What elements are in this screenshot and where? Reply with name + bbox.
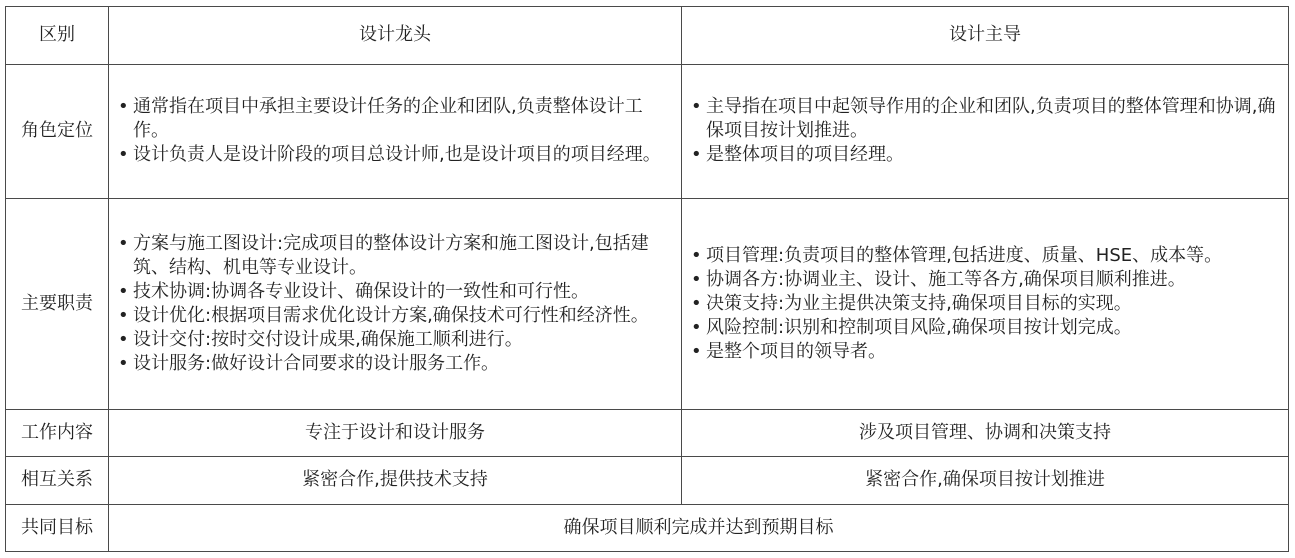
work-content-design-lead-manager-cell: 涉及项目管理、协调和决策支持 <box>682 409 1289 456</box>
common-goal-cell: 确保项目顺利完成并达到预期目标 <box>109 504 1289 552</box>
table-row-work-content <box>6 409 1289 456</box>
header-difference: 区别 <box>6 7 109 65</box>
list-item: • 方案与施工图设计:完成项目的整体设计方案和施工图设计,包括建筑、结构、机电等专业设计。 <box>117 232 673 280</box>
list-item: • 项目管理:负责项目的整体管理,包括进度、质量、HSE、成本等。 <box>690 244 1280 268</box>
table-row-relationship <box>6 457 1289 504</box>
bullet-list <box>690 244 1280 364</box>
table-row-duties <box>6 198 1289 409</box>
list-item: • 技术协调:协调各专业设计、确保设计的一致性和可行性。 <box>117 280 673 304</box>
list-item: • 通常指在项目中承担主要设计任务的企业和团队,负责整体设计工作。 <box>117 95 673 143</box>
row-label-work-content: 工作内容 <box>6 409 109 456</box>
table-row-common-goal <box>6 504 1289 552</box>
list-item: • 设计交付:按时交付设计成果,确保施工顺利进行。 <box>117 328 673 352</box>
row-label-role: 角色定位 <box>6 64 109 198</box>
header-design-leader: 设计龙头 <box>109 7 682 65</box>
list-item: • 设计负责人是设计阶段的项目总设计师,也是设计项目的项目经理。 <box>117 143 673 167</box>
list-item: • 决策支持:为业主提供决策支持,确保项目目标的实现。 <box>690 292 1280 316</box>
role-design-lead-manager-cell <box>682 64 1289 198</box>
relationship-design-lead-manager-cell: 紧密合作,确保项目按计划推进 <box>682 457 1289 504</box>
row-label-common-goal: 共同目标 <box>6 504 109 552</box>
list-item: • 设计优化:根据项目需求优化设计方案,确保技术可行性和经济性。 <box>117 304 673 328</box>
header-row <box>6 7 1289 65</box>
list-item: • 设计服务:做好设计合同要求的设计服务工作。 <box>117 352 673 376</box>
list-item: • 风险控制:识别和控制项目风险,确保项目按计划完成。 <box>690 316 1280 340</box>
comparison-table <box>5 6 1289 552</box>
relationship-design-leader-cell: 紧密合作,提供技术支持 <box>109 457 682 504</box>
bullet-list <box>117 232 673 376</box>
list-item: • 是整体项目的项目经理。 <box>690 143 1280 167</box>
header-design-lead-manager: 设计主导 <box>682 7 1289 65</box>
list-item: • 主导指在项目中起领导作用的企业和团队,负责项目的整体管理和协调,确保项目按计划推进。 <box>690 95 1280 143</box>
row-label-duties: 主要职责 <box>6 198 109 409</box>
bullet-list <box>690 95 1280 167</box>
work-content-design-leader-cell: 专注于设计和设计服务 <box>109 409 682 456</box>
bullet-list <box>117 95 673 167</box>
duties-design-lead-manager-cell <box>682 198 1289 409</box>
list-item: • 协调各方:协调业主、设计、施工等各方,确保项目顺利推进。 <box>690 268 1280 292</box>
row-label-relationship: 相互关系 <box>6 457 109 504</box>
list-item: • 是整个项目的领导者。 <box>690 340 1280 364</box>
table-row-role <box>6 64 1289 198</box>
role-design-leader-cell <box>109 64 682 198</box>
duties-design-leader-cell <box>109 198 682 409</box>
